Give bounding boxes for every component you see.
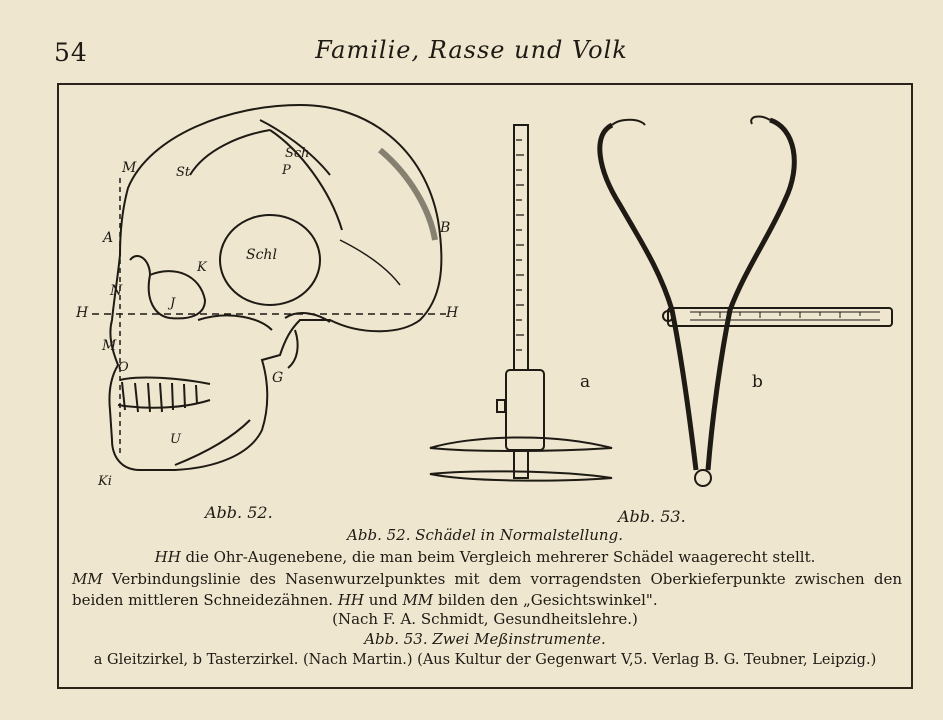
skull-label-h-right: H — [446, 305, 459, 321]
skull-label-j: J — [170, 296, 176, 311]
instrument-label-b: b — [752, 372, 763, 392]
caption-line-4: (Nach F. A. Schmidt, Gesundheitslehre.) — [332, 610, 638, 628]
caption-abbr-hh-2: HH — [337, 591, 364, 609]
caption-text-3: Verbindungslinie des Nasenwurzelpunktes mit dem vorragendsten Oberkieferpunkte zwischen den beiden mittleren Schneidezähnen. — [72, 570, 902, 609]
caption-line-5: Abb. 53. Zwei Meßinstrumente. — [364, 630, 606, 648]
skull-label-ki: Ki — [98, 474, 112, 489]
caption-line-6: a Gleitzirkel, b Tasterzirkel. (Nach Martin.) (Aus Kultur der Gegenwart V,5. Verlag B. G. Teubner, Leipzig.) — [93, 652, 877, 668]
skull-label-schl: Schl — [246, 247, 277, 263]
running-head: Familie, Rasse und Volk — [315, 36, 628, 64]
figure-53-label: Abb. 53. — [618, 507, 686, 526]
sliding-caliper — [430, 125, 612, 481]
caption-line-2 — [60, 547, 910, 568]
skull-drawing — [109, 105, 441, 470]
skull-label-p: P — [282, 163, 291, 178]
skull-label-h-left: H — [76, 305, 89, 321]
caption-line-1: Abb. 52. Schädel in Normalstellung. — [347, 526, 623, 544]
skull-label-u: U — [170, 432, 181, 447]
skull-label-m-bottom: M — [102, 338, 117, 354]
skull-label-g: G — [272, 370, 284, 386]
caption-line-3 — [72, 569, 902, 611]
skull-label-a: A — [103, 230, 114, 246]
skull-label-sch: Sch — [285, 146, 310, 161]
caption-text-2: die Ohr-Augenebene, die man beim Vergleich mehrerer Schädel waagerecht stellt. — [180, 548, 816, 566]
skull-label-m-top: M — [122, 160, 137, 176]
skull-label-st: St — [176, 165, 191, 180]
caption-abbr-mm: MM — [72, 570, 103, 588]
caption-text-3-end: bilden den „Gesichtswinkel". — [433, 591, 658, 609]
spreading-caliper — [600, 117, 892, 486]
caption-text-3-mid: und — [363, 591, 403, 609]
skull-label-o: O — [118, 360, 129, 375]
caption-abbr-hh: HH — [154, 548, 181, 566]
skull-label-n: N — [110, 283, 123, 299]
skull-label-b: B — [440, 220, 451, 236]
page-number: 54 — [54, 38, 88, 67]
instrument-label-a: a — [580, 372, 591, 392]
skull-label-k: K — [197, 260, 207, 275]
caption-abbr-mm-2: MM — [402, 591, 434, 609]
figure-52-label: Abb. 52. — [205, 503, 273, 522]
